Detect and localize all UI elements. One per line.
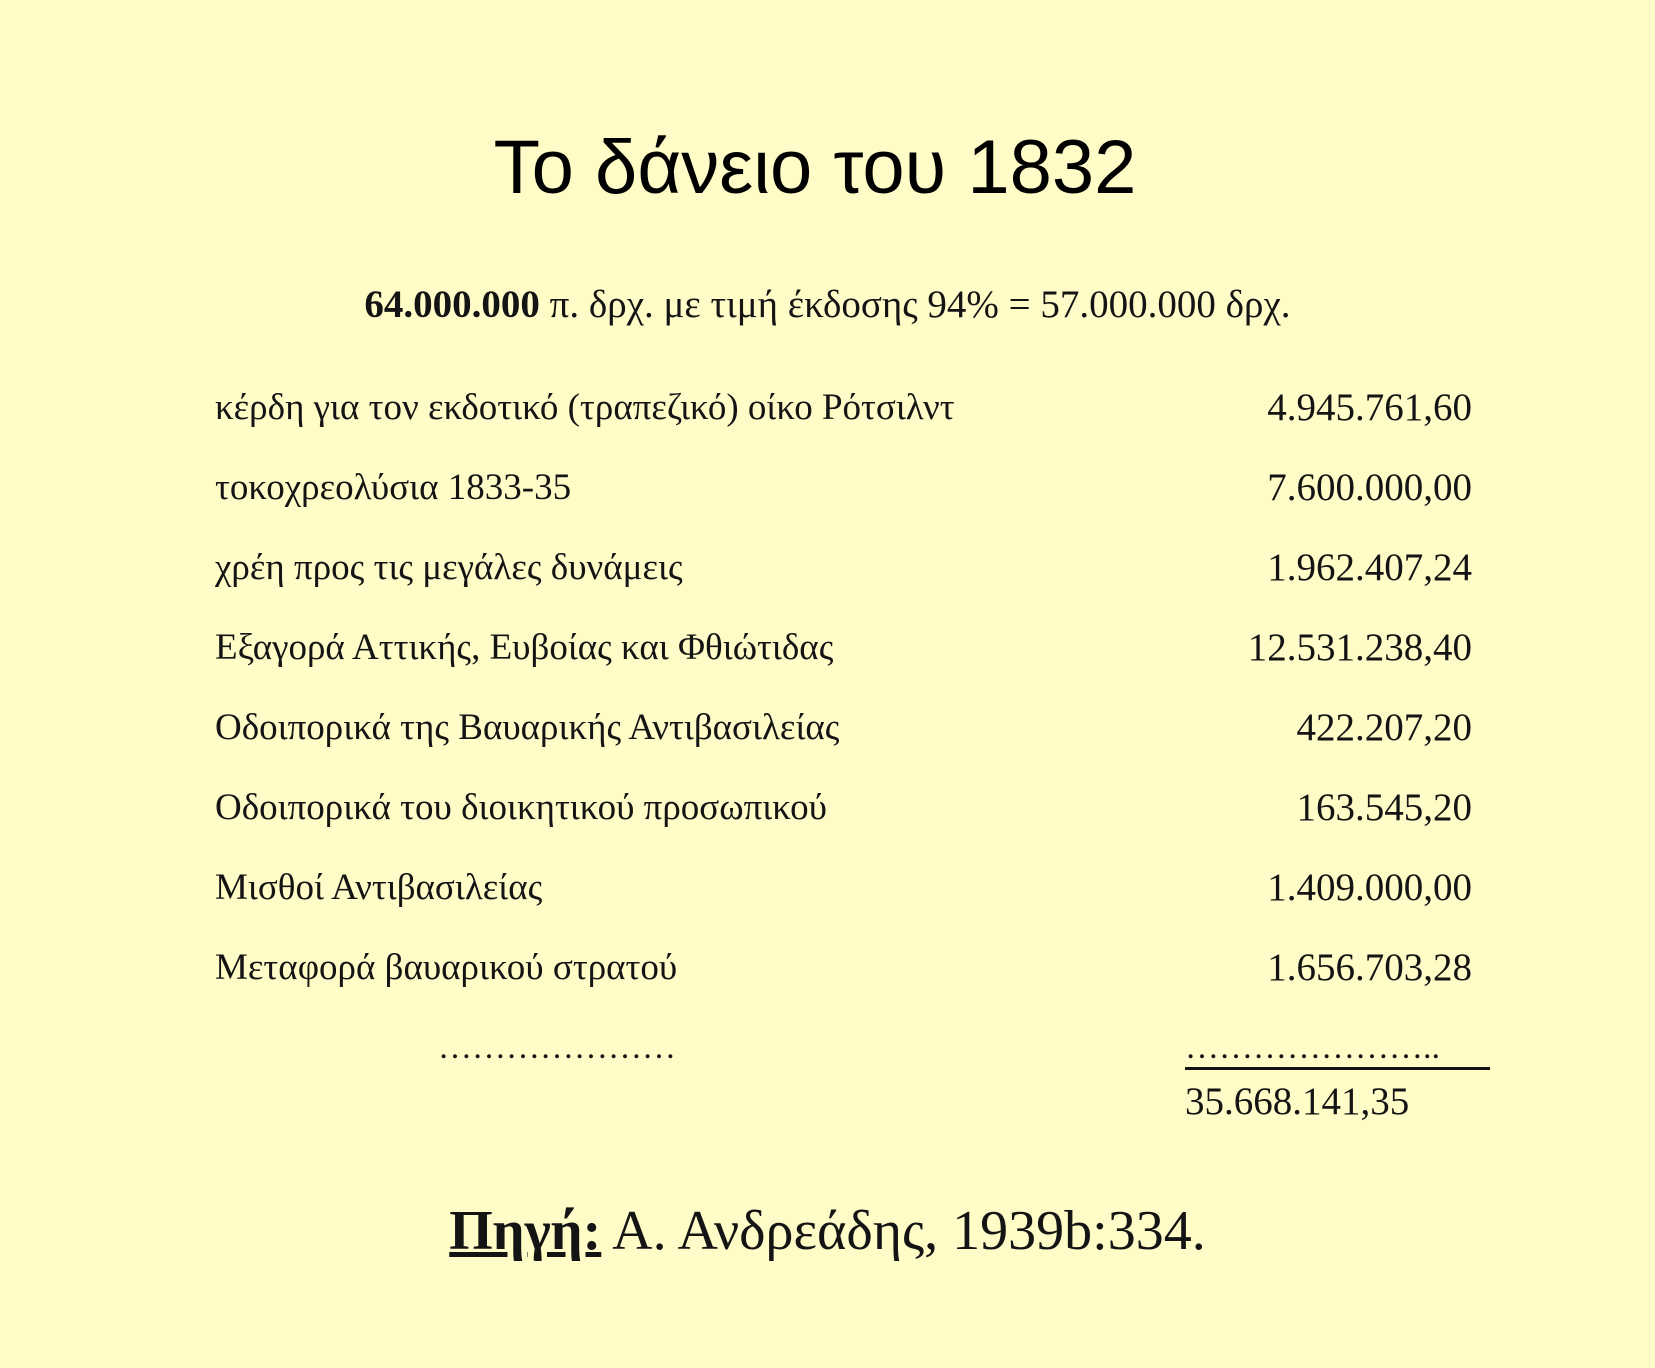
ellipsis-left: …………………: [438, 1029, 676, 1066]
source-text: Α. Ανδρεάδης, 1939b:334.: [601, 1200, 1206, 1262]
expense-value: 12.531.238,40: [1247, 626, 1472, 669]
expense-value: 1.962.407,24: [1267, 546, 1472, 589]
source-label: Πηγή:: [449, 1200, 602, 1262]
expense-label: χρέη προς τις μεγάλες δυνάμεις: [215, 547, 683, 588]
expense-label: Εξαγορά Αττικής, Ευβοίας και Φθιώτιδας: [215, 627, 834, 668]
expense-label: κέρδη για τον εκδοτικό (τραπεζικό) οίκο Ρότσιλντ: [215, 387, 955, 428]
expense-value: 1.409.000,00: [1267, 866, 1472, 909]
loan-summary-text: π. δρχ. με τιμή έκδοσης 94% = 57.000.000 δρχ.: [539, 283, 1291, 326]
expense-label: Μισθοί Αντιβασιλείας: [215, 867, 543, 908]
source-citation: [0, 1198, 1655, 1264]
ellipsis-right: …………………..: [1185, 1029, 1440, 1066]
loan-nominal-amount: 64.000.000: [364, 283, 540, 326]
expense-value: 163.545,20: [1296, 786, 1472, 829]
expense-value: 422.207,20: [1296, 706, 1472, 749]
expense-value: 4.945.761,60: [1267, 386, 1472, 429]
total-value: 35.668.141,35: [1185, 1080, 1410, 1123]
loan-summary: [0, 280, 1655, 330]
expense-label: Οδοιπορικά της Βαυαρικής Αντιβασιλείας: [215, 707, 840, 748]
expense-label: Μεταφορά βαυαρικού στρατού: [215, 947, 678, 988]
expense-label: τοκοχρεολύσια 1833-35: [215, 467, 572, 508]
expense-value: 7.600.000,00: [1267, 466, 1472, 509]
expense-value: 1.656.703,28: [1267, 946, 1472, 989]
expense-label: Οδοιπορικά του διοικητικού προσωπικού: [215, 787, 827, 828]
slide-title: Το δάνειο του 1832: [493, 125, 1137, 210]
sum-rule: [1185, 1067, 1490, 1070]
